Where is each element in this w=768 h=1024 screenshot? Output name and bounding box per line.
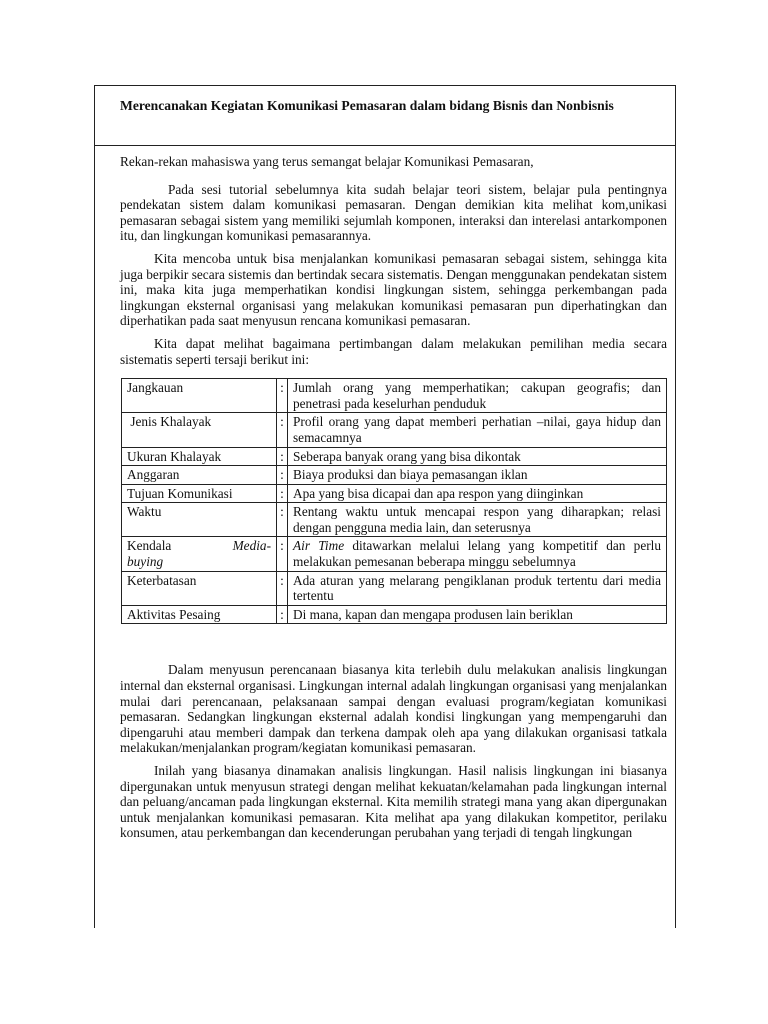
row-separator: : xyxy=(277,466,288,485)
row-description: Biaya produksi dan biaya pemasangan iklan xyxy=(288,466,667,485)
row-description: Apa yang bisa dicapai dan apa respon yang diinginkan xyxy=(288,484,667,503)
row-label: Aktivitas Pesaing xyxy=(122,605,277,624)
row-separator: : xyxy=(277,605,288,624)
row-separator: : xyxy=(277,537,288,571)
row-description-text: ditawarkan melalui lelang yang kompetitif dan perlu melakukan pemesanan beberapa minggu sebelumnya xyxy=(293,538,661,570)
document-body xyxy=(95,146,675,841)
row-label: Jenis Khalayak xyxy=(122,413,277,447)
greeting: Rekan-rekan mahasiswa yang terus semangat belajar Komunikasi Pemasaran, xyxy=(120,154,534,169)
row-description: Jumlah orang yang memperhatikan; cakupan geografis; dan penetrasi pada keselurhan penduduk xyxy=(288,379,667,413)
row-label-part: Kendala xyxy=(127,538,172,554)
row-description: Seberapa banyak orang yang bisa dikontak xyxy=(288,447,667,466)
row-label: Anggaran xyxy=(122,466,277,485)
row-separator: : xyxy=(277,484,288,503)
row-separator: : xyxy=(277,447,288,466)
document-title: Merencanakan Kegiatan Komunikasi Pemasaran dalam bidang Bisnis dan Nonbisnis xyxy=(120,98,614,113)
table-row xyxy=(122,605,667,624)
row-label: Ukuran Khalayak xyxy=(122,447,277,466)
row-separator: : xyxy=(277,379,288,413)
row-description: Rentang waktu untuk mencapai respon yang diharapkan; relasi dengan pengguna media lain, dan seterusnya xyxy=(288,503,667,537)
title-row xyxy=(95,86,675,146)
row-label-part: buying xyxy=(127,554,164,570)
air-time-term: Air Time xyxy=(293,538,345,554)
table-row xyxy=(122,379,667,413)
table-row xyxy=(122,537,667,571)
table-row xyxy=(122,571,667,605)
media-selection-table xyxy=(121,378,667,624)
row-label: Keterbatasan xyxy=(122,571,277,605)
row-separator: : xyxy=(277,571,288,605)
row-label-line xyxy=(127,538,271,554)
row-separator: : xyxy=(277,503,288,537)
row-description: Ada aturan yang melarang pengiklanan produk tertentu dari media tertentu xyxy=(288,571,667,605)
table-row xyxy=(122,503,667,537)
row-description: Profil orang yang dapat memberi perhatian –nilai, gaya hidup dan semacamnya xyxy=(288,413,667,447)
table-row xyxy=(122,484,667,503)
paragraph: Kita mencoba untuk bisa menjalankan komunikasi pemasaran sebagai sistem, sehingga kita juga berpikir secara sistemis dan bertindak secara sistematis. Dengan menggunakan pendekatan sistem ini, maka kita juga memperhatikan kondisi lingkungan sistem, sehingga perkembangan pada lingkungan eksternal organisasi yang melakukan komunikasi pemasaran pun diperhatingkan dan diperhatikan pada saat menyusun rencana komunikasi pemasaran. xyxy=(120,250,667,329)
row-description: Di mana, kapan dan mengapa produsen lain beriklan xyxy=(288,605,667,624)
row-separator: : xyxy=(277,413,288,447)
row-label: Jangkauan xyxy=(122,379,277,413)
row-label-part: Media- xyxy=(232,538,271,554)
row-label xyxy=(122,537,277,571)
row-label: Tujuan Komunikasi xyxy=(122,484,277,503)
table-row xyxy=(122,413,667,447)
table-row xyxy=(122,447,667,466)
paragraph: Pada sesi tutorial sebelumnya kita sudah belajar teori sistem, belajar pula pentingnya pendekatan sistem dalam komunikasi pemasaran. Dengan demikian kita melihat kom,unikasi pemasaran sebagai sistem yang memiliki sejumlah komponen, interaksi dan interelasi antarkomponen itu, dan lingkungan komunikasi pemasarannya. xyxy=(120,181,667,244)
row-label: Waktu xyxy=(122,503,277,537)
paragraph: Dalam menyusun perencanaan biasanya kita terlebih dulu melakukan analisis lingkungan internal dan eksternal organisasi. Lingkungan internal adalah lingkungan organisasi yang menjalankan mulai dari perencanaan, pelaksanaan sampai dengan evaluasi program/kegiatan komunikasi pemasaran. Sedangkan lingkungan eksternal adalah kondisi lingkungan yang mempengaruhi dan dipengaruhi atau memberi dampak dan terkena dampak oleh apa yang dilakukan organisasi tatkala melakukan/menjalankan program/kegiatan komunikasi pemasaran. xyxy=(120,662,667,756)
row-description xyxy=(288,537,667,571)
paragraph: Kita dapat melihat bagaimana pertimbangan dalam melakukan pemilihan media secara sistematis seperti tersaji berikut ini: xyxy=(120,335,667,367)
paragraph: Inilah yang biasanya dinamakan analisis lingkungan. Hasil nalisis lingkungan ini biasanya dipergunakan untuk menyusun strategi dengan melihat kekuatan/kelamahan pada lingkungan internal dan peluang/ancaman pada lingkungan eksternal. Kita memilih strategi mana yang akan dipergunakan untuk menjalankan komunikasi pemasaran. Kita melihat apa yang dilakukan kompetitor, perilaku konsumen, atau perkembangan dan kecenderungan perubahan yang terjadi di tengah lingkungan xyxy=(120,763,667,841)
document-frame xyxy=(94,85,676,928)
table-row xyxy=(122,466,667,485)
